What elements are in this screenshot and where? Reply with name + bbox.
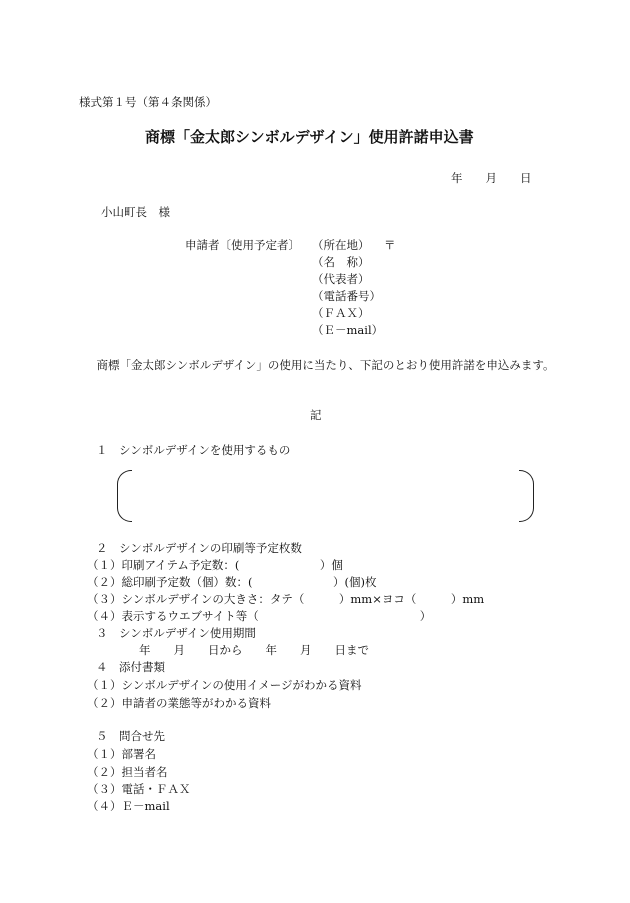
section5-item-1: （１）部署名 [87, 747, 156, 761]
section5-item-4: （４）Ｅ－mail [87, 799, 170, 813]
form-number-label: 様式第１号（第４条関係） [79, 95, 217, 109]
page-title: 商標「金太郎シンボルデザイン」使用許諾申込書 [145, 128, 474, 146]
date-line: 年 月 日 [451, 171, 532, 185]
usage-period: 年 月 日から 年 月 日まで [139, 643, 369, 657]
section2-heading: ２ シンボルデザインの印刷等予定枚数 [96, 541, 302, 555]
usage-bracket-right [519, 470, 534, 522]
field-representative-label: （代表者） [312, 272, 370, 286]
applicant-label: 申請者〔使用予定者〕 [185, 238, 300, 252]
section1-heading: １ シンボルデザインを使用するもの [96, 443, 291, 457]
ki-heading: 記 [310, 408, 322, 422]
section5-heading: ５ 問合せ先 [96, 729, 165, 743]
section2-item-2: （２）総印刷予定数（個）数：( ）(個)枚 [87, 575, 377, 589]
section3-heading: ３ シンボルデザイン使用期間 [96, 626, 256, 640]
section2-item-3: （３）シンボルデザインの大きさ：タテ（ ）mm×ヨコ（ ）mm [87, 592, 485, 606]
section2-item-1: （１）印刷アイテム予定数：( ）個 [87, 558, 343, 572]
field-address-label: （所在地） [312, 238, 370, 252]
section4-item-2: （２）申請者の業態等がわかる資料 [87, 696, 271, 710]
postal-mark: 〒 [384, 238, 396, 252]
section5-item-3: （３）電話・ＦＡＸ [87, 782, 191, 796]
section4-heading: ４ 添付書類 [96, 660, 165, 674]
intro-paragraph: 商標「金太郎シンボルデザイン」の使用に当たり、下記のとおり使用許諾を申込みます。 [85, 358, 555, 372]
section5-item-2: （２）担当者名 [87, 765, 168, 779]
addressee: 小山町長 様 [101, 205, 170, 219]
field-name-label: （名 称） [312, 255, 370, 269]
section4-item-1: （１）シンボルデザインの使用イメージがわかる資料 [87, 678, 362, 692]
field-phone-label: （電話番号） [312, 289, 381, 303]
section2-item-4: （４）表示するウエブサイト等（ ） [87, 609, 432, 623]
field-fax-label: （ＦＡＸ） [312, 306, 370, 320]
usage-bracket-left [117, 470, 132, 522]
field-email-label: （Ｅ－mail） [312, 323, 384, 337]
